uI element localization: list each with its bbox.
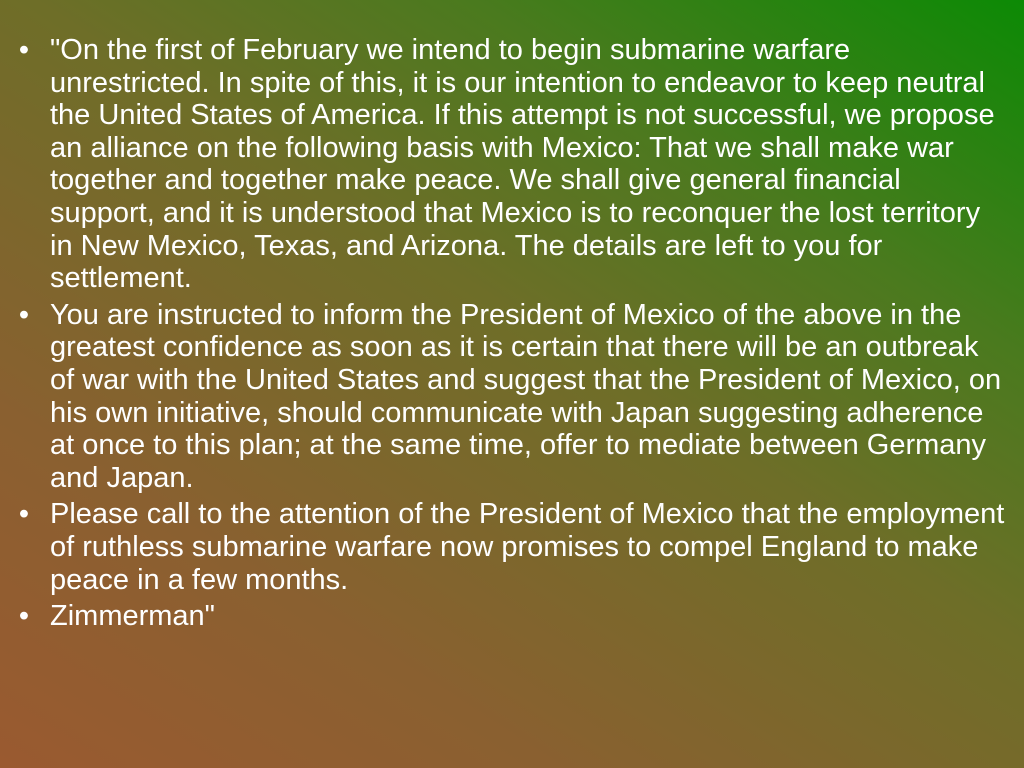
bullet-text-1: "On the first of February we intend to begin submarine warfare unrestricted. In spite of this, it is our intention to endeavor to keep neutral the United States of America. If this attempt is not successful, we propose an alliance on the following basis with Mexico: That we shall make war together and together make peace. We shall give general financial support, and it is understood that Mexico is to reconquer the lost territory in New Mexico, Texas, and Arizona. The details are left to you for settlement. [50,34,995,295]
bullet-dot-icon: • [18,600,30,633]
bullet-item-1 [10,34,1010,295]
bullet-text-2: You are instructed to inform the President of Mexico of the above in the greatest confidence as soon as it is certain that there will be an outbreak of war with the United States and suggest that the President of Mexico, on his own initiative, should communicate with Japan suggesting adherence at once to this plan; at the same time, offer to mediate between Germany and Japan. [50,298,1002,494]
bullet-dot-icon: • [18,298,30,331]
bullet-text-4: Zimmerman" [50,600,215,633]
bullet-dot-icon: • [18,498,30,531]
bullet-item-4 [10,600,1010,633]
bullet-item-3 [10,498,1010,596]
bullet-list [10,34,1010,637]
bullet-dot-icon: • [18,34,30,66]
bullet-item-2 [10,299,1010,495]
bullet-text-3: Please call to the attention of the President of Mexico that the employment of ruthless submarine warfare now promises to compel England to make peace in a few months. [50,498,1005,596]
